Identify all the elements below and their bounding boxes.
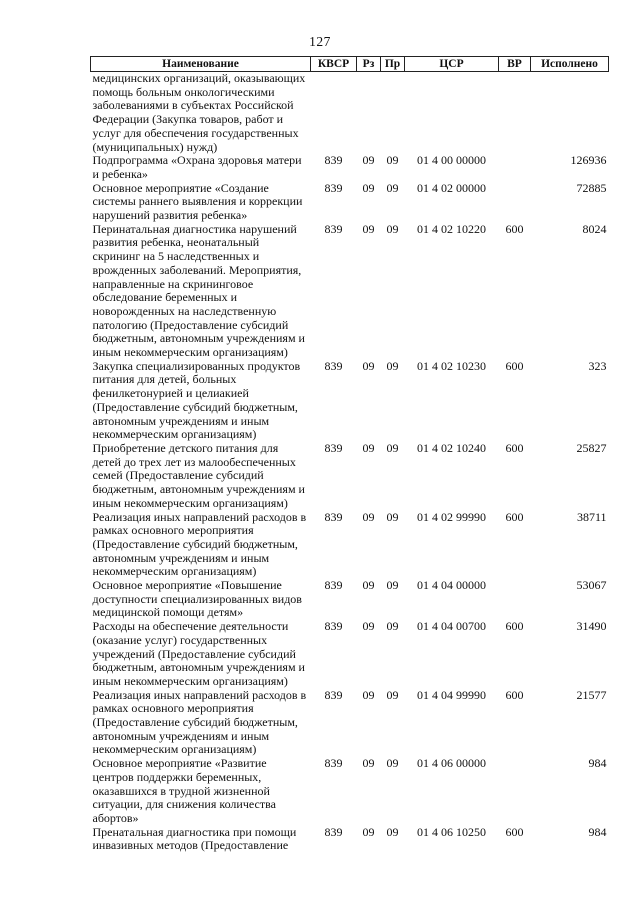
cell-kvsr: 839	[324, 180, 343, 195]
cell-rz: 09	[362, 578, 375, 593]
cell-vr: 600	[505, 440, 524, 455]
cell-name: Основное мероприятие «Создание системы раннего выявления и коррекции нарушений развития ребенка»	[92, 180, 303, 223]
cell-vr: 600	[505, 687, 524, 702]
cell-csr: 01 4 06 00000	[417, 756, 486, 771]
cell-pr: 09	[386, 578, 399, 593]
cell-isp: 8024	[582, 221, 607, 236]
cell-pr: 09	[386, 221, 399, 236]
cell-csr: 01 4 02 10220	[417, 221, 486, 236]
cell-name: Основное мероприятие «Развитие центров поддержки беременных, оказавшихся в трудной жизненной ситуации, для снижения количества абортов»	[92, 756, 276, 825]
cell-pr: 09	[386, 509, 399, 524]
cell-rz: 09	[362, 221, 375, 236]
cell-name: Реализация иных направлений расходов в рамках основного мероприятия (Предоставление субсидий бюджетным, автономным учреждениям и иным некоммерческим организациям)	[92, 509, 307, 579]
cell-isp: 72885	[576, 180, 607, 195]
cell-csr: 01 4 04 00000	[417, 578, 486, 593]
budget-table	[90, 56, 609, 853]
header-isp: Исполнено	[531, 57, 609, 72]
cell-rz: 09	[362, 687, 375, 702]
cell-kvsr: 839	[324, 824, 343, 839]
cell-rz: 09	[362, 509, 375, 524]
header-name: Наименование	[91, 57, 311, 72]
cell-vr: 600	[505, 824, 524, 839]
cell-kvsr: 839	[324, 687, 343, 702]
cell-rz: 09	[362, 824, 375, 839]
cell-isp: 25827	[576, 440, 607, 455]
cell-rz: 09	[362, 440, 375, 455]
cell-name: Расходы на обеспечение деятельности (оказание услуг) государственных учреждений (Предоставление субсидий бюджетным, автономным учреждениям и иным некоммерческим организациям)	[92, 619, 305, 688]
header-rz: Рз	[357, 57, 381, 72]
header-pr: Пр	[381, 57, 405, 72]
cell-name: медицинских организаций, оказывающих помощь больным онкологическими заболеваниями в субъектах Российской Федерации (Закупка товаров, работ и услуг для обеспечения государственных (муниципальных) нужд)	[92, 71, 306, 154]
cell-csr: 01 4 02 10230	[417, 358, 486, 373]
cell-kvsr: 839	[324, 509, 343, 524]
cell-name: Перинатальная диагностика нарушений развития ребенка, неонатальный скрининг на 5 наследственных и врожденных заболеваний. Мероприятия, направленные на скрининговое обследование беременных и новорожденных на наследственную патологию (Предоставление субсидий бюджетным, автономным учреждениям и иным некоммерческим организациям)	[92, 221, 305, 360]
table-row	[91, 72, 609, 155]
cell-name: Приобретение детского питания для детей до трех лет из малообеспеченных семей (Предоставление субсидий бюджетным, автономным учреждениям и иным некоммерческим организациям)	[92, 440, 305, 510]
cell-rz: 09	[362, 756, 375, 771]
cell-csr: 01 4 00 00000	[417, 153, 486, 168]
cell-isp: 984	[588, 824, 607, 839]
header-vr: ВР	[499, 57, 531, 72]
cell-vr	[499, 757, 531, 826]
cell-kvsr: 839	[324, 440, 343, 455]
header-kvsr: КВСР	[311, 57, 357, 72]
cell-csr: 01 4 02 10240	[417, 440, 486, 455]
cell-vr	[499, 579, 531, 620]
cell-vr: 600	[505, 358, 524, 373]
cell-pr: 09	[386, 358, 399, 373]
cell-kvsr: 839	[324, 358, 343, 373]
cell-pr: 09	[386, 440, 399, 455]
cell-name: Основное мероприятие «Повышение доступности специализированных видов медицинской помощи детям»	[92, 578, 302, 620]
cell-pr: 09	[386, 824, 399, 839]
cell-csr: 01 4 04 99990	[417, 687, 486, 702]
cell-vr: 600	[505, 509, 524, 524]
cell-vr: 600	[505, 619, 524, 634]
cell-kvsr: 839	[324, 619, 343, 634]
cell-isp: 31490	[576, 619, 607, 634]
cell-rz: 09	[362, 358, 375, 373]
table-row	[91, 223, 609, 360]
cell-pr: 09	[386, 153, 399, 168]
table-row	[91, 511, 609, 580]
table-row	[91, 442, 609, 511]
cell-vr: 600	[505, 221, 524, 236]
cell-isp: 323	[588, 358, 607, 373]
cell-kvsr: 839	[324, 578, 343, 593]
cell-pr: 09	[386, 687, 399, 702]
cell-kvsr: 839	[324, 756, 343, 771]
cell-name: Закупка специализированных продуктов питания для детей, больных фенилкетонурией и целиакией (Предоставление субсидий бюджетным, автономным учреждениям и иным некоммерческим организациям)	[92, 358, 301, 442]
cell-pr: 09	[386, 180, 399, 195]
table-row	[91, 182, 609, 223]
cell-csr: 01 4 02 99990	[417, 509, 486, 524]
table-row	[91, 620, 609, 689]
cell-pr: 09	[386, 756, 399, 771]
cell-name: Реализация иных направлений расходов в рамках основного мероприятия (Предоставление субсидий бюджетным, автономным учреждениям и иным некоммерческим организациям)	[92, 687, 307, 757]
cell-rz: 09	[362, 180, 375, 195]
cell-vr	[499, 154, 531, 181]
cell-vr	[499, 72, 531, 155]
cell-vr	[499, 182, 531, 223]
page-number: 127	[309, 34, 331, 49]
cell-isp: 38711	[576, 509, 607, 524]
table-row	[91, 689, 609, 758]
cell-isp: 21577	[576, 687, 607, 702]
cell-isp: 126936	[570, 153, 607, 168]
cell-isp	[531, 72, 609, 155]
cell-kvsr: 839	[324, 153, 343, 168]
table-row	[91, 360, 609, 442]
table-header-row	[91, 57, 609, 72]
cell-rz	[357, 72, 381, 155]
cell-name: Пренатальная диагностика при помощи инвазивных методов (Предоставление	[92, 824, 297, 853]
header-csr: ЦСР	[405, 57, 499, 72]
table-row	[91, 826, 609, 853]
table-row	[91, 154, 609, 181]
cell-rz: 09	[362, 153, 375, 168]
cell-kvsr: 839	[324, 221, 343, 236]
cell-isp: 984	[588, 756, 607, 771]
cell-csr: 01 4 02 00000	[417, 180, 486, 195]
table-row	[91, 757, 609, 826]
cell-csr: 01 4 06 10250	[417, 824, 486, 839]
table-row	[91, 579, 609, 620]
cell-kvsr	[311, 72, 357, 155]
cell-pr: 09	[386, 619, 399, 634]
cell-csr: 01 4 04 00700	[417, 619, 486, 634]
cell-csr	[405, 72, 499, 155]
cell-isp: 53067	[576, 578, 607, 593]
cell-pr	[381, 72, 405, 155]
cell-name: Подпрограмма «Охрана здоровья матери и ребенка»	[92, 153, 302, 181]
cell-rz: 09	[362, 619, 375, 634]
